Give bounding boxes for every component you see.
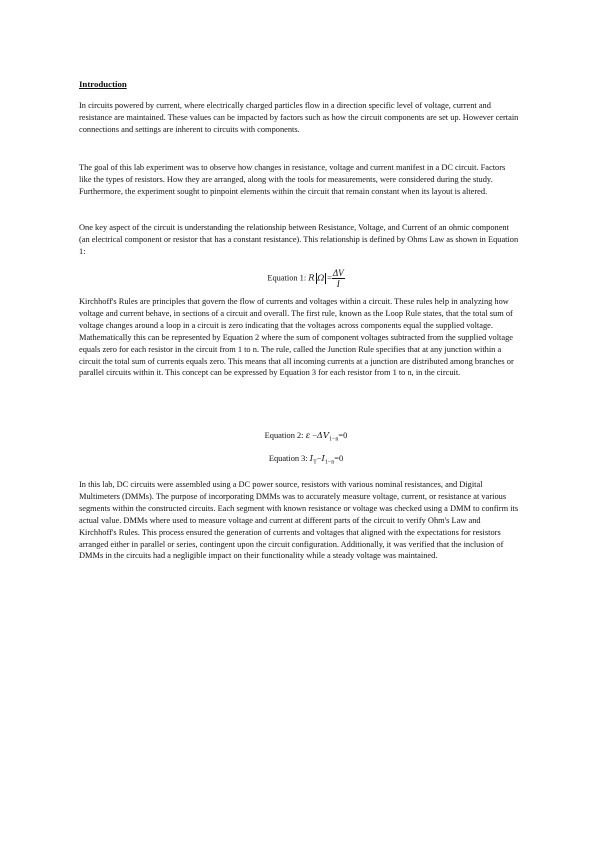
equation-2-term: ΔV bbox=[316, 430, 330, 440]
equation-1-lhs: R bbox=[308, 272, 315, 283]
paragraph-ohms-law: One key aspect of the circuit is understanding the relationship between Resistance, Voltage, and Current of an ohmic component (an electrical component or resistor that has a constant resistance). This relationship is defined by Ohms Law as shown in Equation 1: bbox=[79, 223, 519, 256]
paragraph-kirchhoff: Kirchhoff's Rules are principles that govern the flow of currents and voltages within a circuit. These rules help in analyzing how voltage and current behave, in sections of a circuit and overall. The first rule, known as the Loop Rule states, that the total sum of voltage changes around a loop in a circuit is zero indicating that the voltages across components equal the supplied voltage. Mathematically this can be represented by Equation 2 where the sum of component voltages subtracted from the supplied voltage equals zero for each resistor in the circuit from 1 to n. The rule, called the Junction Rule specifies that at any junction within a circuit the total sum of currents equals zero. This means that all incoming currents at a junction are distributed among branches or parallel circuits within it. This concept can be expressed by Equation 3 for each resistor from 1 to n, in the circuit. bbox=[79, 297, 514, 378]
equation-1: Equation 1: R Ω = $\frac{\Delta V}{I}$ bbox=[267, 268, 344, 289]
equation-1-denominator: I bbox=[336, 279, 340, 289]
equation-3: Equation 3: $I_T-I_{1-n}=0$ bbox=[268, 453, 344, 466]
equation-3-lhs-subscript: T bbox=[313, 459, 317, 466]
paragraph-lab-setup: In this lab, DC circuits were assembled using a DC power source, resistors with various nominal resistances, and Digital Multimeters (DMMs). The purpose of incorporating DMMs was to accurately measure voltage, current, or resistance at various segments within the constructed circuits. Each segment with known resistance or voltage was checked using a DMM to confirm its actual value. DMMs where used to measure voltage and current at different parts of the circuit to verify Ohm's Law and Kirchhoff's Rules. This process ensured the generation of currents and voltages that aligned with the expectations for resistors arranged either in parallel or series, contingent upon the circuit configuration. Additionally, it was verified that the inclusion of DMMs in the circuits had a negligible impact on their functionality while a steady voltage was maintained. bbox=[79, 480, 519, 561]
equation-1-numerator: ΔV bbox=[332, 268, 344, 278]
equation-1-bracket-right bbox=[325, 273, 326, 284]
equation-3-lhs: I bbox=[309, 453, 314, 463]
equation-3-subscript: 1−n bbox=[324, 459, 335, 466]
equation-3-term: I bbox=[321, 453, 325, 463]
equation-2-lhs: ε bbox=[305, 430, 311, 440]
equation-2-rhs: =0 bbox=[338, 431, 348, 440]
equation-1-label: Equation 1: bbox=[267, 273, 307, 283]
equation-1-fraction bbox=[332, 268, 345, 289]
equation-2-subscript: 1−n bbox=[329, 436, 339, 443]
section-heading: Introduction bbox=[79, 79, 127, 89]
paragraph-intro: In circuits powered by current, where electrically charged particles flow in a direction specific level of voltage, current and resistance are maintained. These values can be impacted by factors such as how the circuit components are set up. However certain connections and settings are inherent to circuits with components. bbox=[79, 101, 519, 134]
equation-3-rhs: =0 bbox=[334, 454, 344, 463]
paragraph-goal: The goal of this lab experiment was to observe how changes in resistance, voltage and current manifest in a DC circuit. Factors like the types of resistors. How they are arranged, along with the tools for measurements, were considered during the study. Furthermore, the experiment sought to pinpoint elements within the circuit that remain constant when its layout is altered. bbox=[79, 163, 506, 196]
equation-1-unit: Ω bbox=[317, 272, 325, 283]
equation-3-label: Equation 3: bbox=[268, 454, 308, 463]
equation-2: Equation 2: $\varepsilon -\Delta V_{1-n}=0$ bbox=[264, 430, 348, 443]
equation-2-label: Equation 2: bbox=[264, 431, 304, 440]
